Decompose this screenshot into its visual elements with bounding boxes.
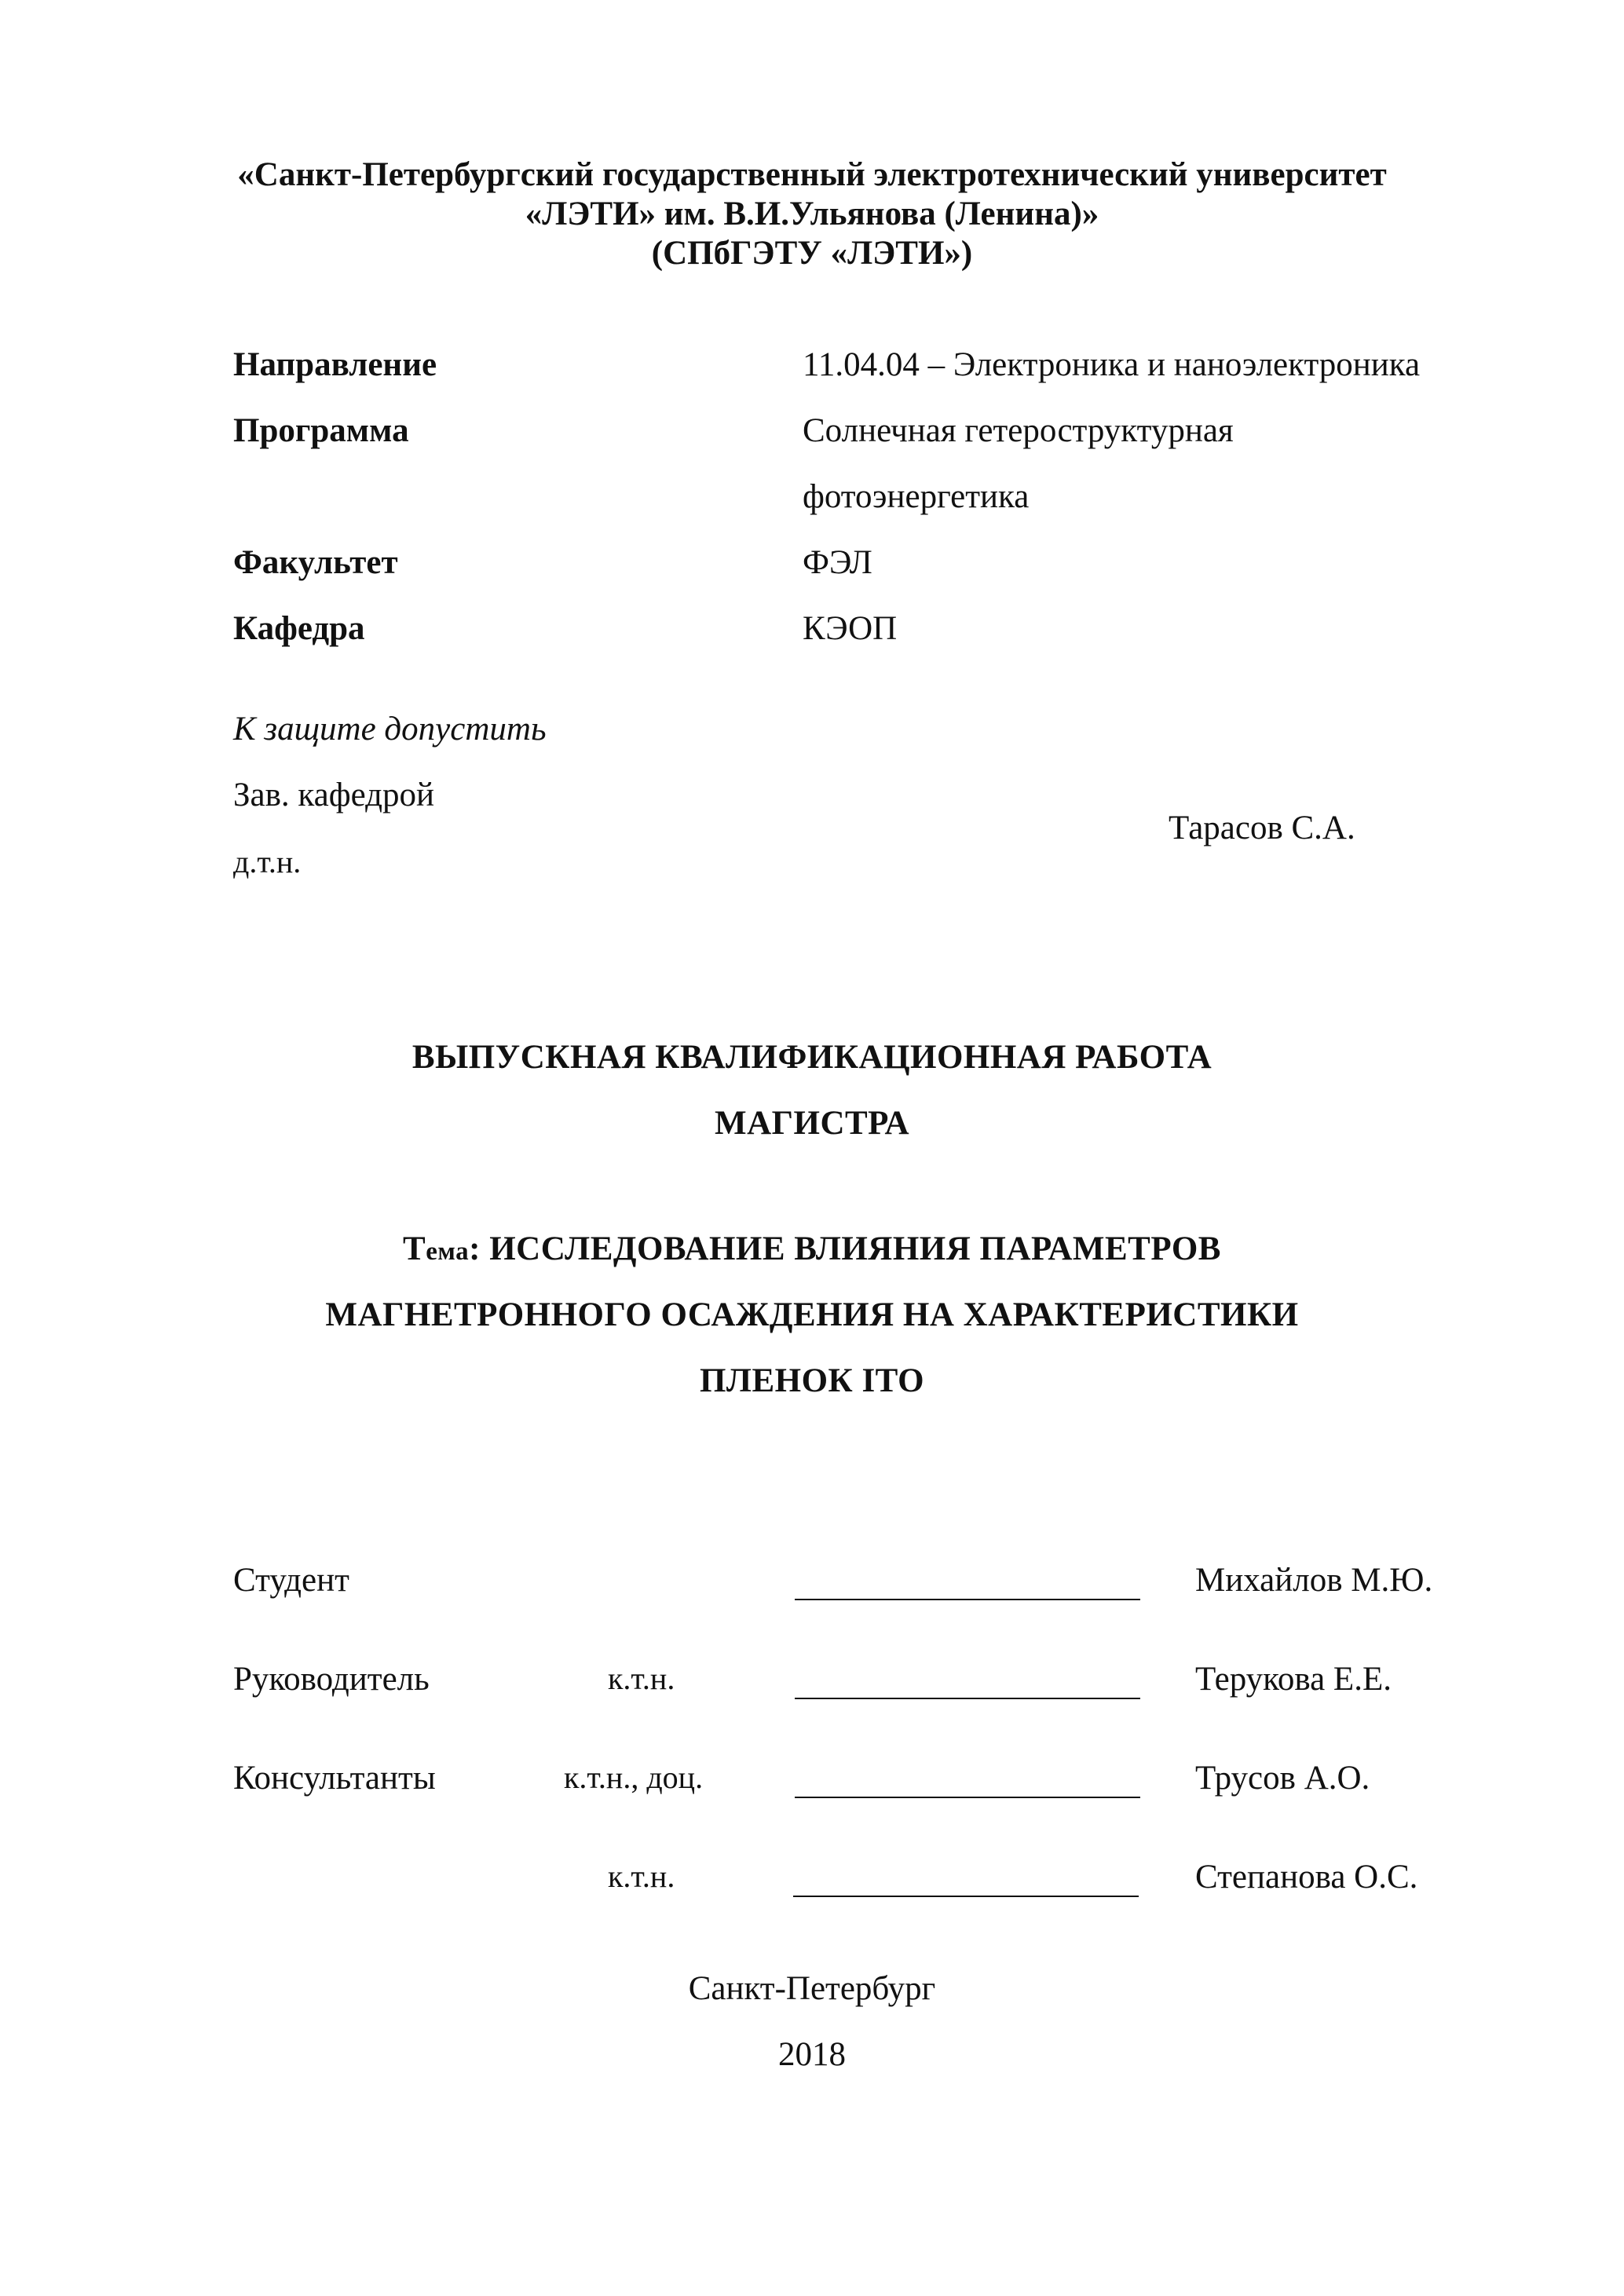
university-name-line2: «ЛЭТИ» им. В.И.Ульянова (Ленина)» (525, 196, 1099, 232)
topic-line1 (0, 1230, 1624, 1268)
program-value-line1: Солнечная гетероструктурная (803, 412, 1234, 449)
signature-degree: к.т.н. (608, 1859, 675, 1894)
program-value-line2: фотоэнергетика (803, 478, 1030, 515)
topic-prefix-colon: : (469, 1230, 481, 1267)
direction-label: Направление (233, 346, 437, 383)
signature-line (795, 1797, 1140, 1798)
faculty-label: Факультет (233, 544, 398, 581)
faculty-value: ФЭЛ (803, 544, 872, 581)
city: Санкт-Петербург (688, 1970, 936, 2007)
head-name: Тарасов С.А. (1169, 810, 1355, 846)
admission-note: К защите допустить (233, 711, 547, 748)
signature-role: Руководитель (233, 1661, 430, 1698)
department-value: КЭОП (803, 610, 898, 647)
university-abbreviation: (СПбГЭТУ «ЛЭТИ») (651, 235, 973, 272)
topic-prefix-rest: ема (426, 1238, 470, 1266)
topic-line3: ПЛЕНОК ITO (699, 1362, 925, 1399)
work-title-line2: МАГИСТРА (715, 1105, 909, 1142)
signature-role: Студент (233, 1562, 349, 1599)
work-title-line1: ВЫПУСКНАЯ КВАЛИФИКАЦИОННАЯ РАБОТА (411, 1039, 1213, 1076)
signature-name: Терукова Е.Е. (1195, 1661, 1392, 1698)
program-label: Программа (233, 412, 409, 449)
head-degree: д.т.н. (233, 844, 302, 879)
signature-role: Консультанты (233, 1760, 436, 1797)
signature-name: Трусов А.О. (1195, 1760, 1370, 1797)
signature-name: Степанова О.С. (1195, 1859, 1418, 1896)
signature-line (795, 1599, 1140, 1600)
signature-name: Михайлов М.Ю. (1195, 1562, 1433, 1599)
signature-line (795, 1698, 1140, 1699)
topic-line1-text: ИССЛЕДОВАНИЕ ВЛИЯНИЯ ПАРАМЕТРОВ (480, 1230, 1221, 1267)
topic-prefix-initial: Т (403, 1230, 426, 1267)
department-label: Кафедра (233, 610, 365, 647)
head-position: Зав. кафедрой (233, 777, 435, 813)
signature-degree: к.т.н. (608, 1661, 675, 1696)
year: 2018 (778, 2036, 846, 2073)
topic-line2: МАГНЕТРОННОГО ОСАЖДЕНИЯ НА ХАРАКТЕРИСТИКИ (325, 1296, 1299, 1333)
direction-value: 11.04.04 – Электроника и наноэлектроника (803, 346, 1421, 383)
university-name-line1: «Санкт-Петербургский государственный электротехнический университет (237, 156, 1387, 193)
signature-degree: к.т.н., доц. (564, 1760, 704, 1795)
signature-line (793, 1896, 1139, 1897)
